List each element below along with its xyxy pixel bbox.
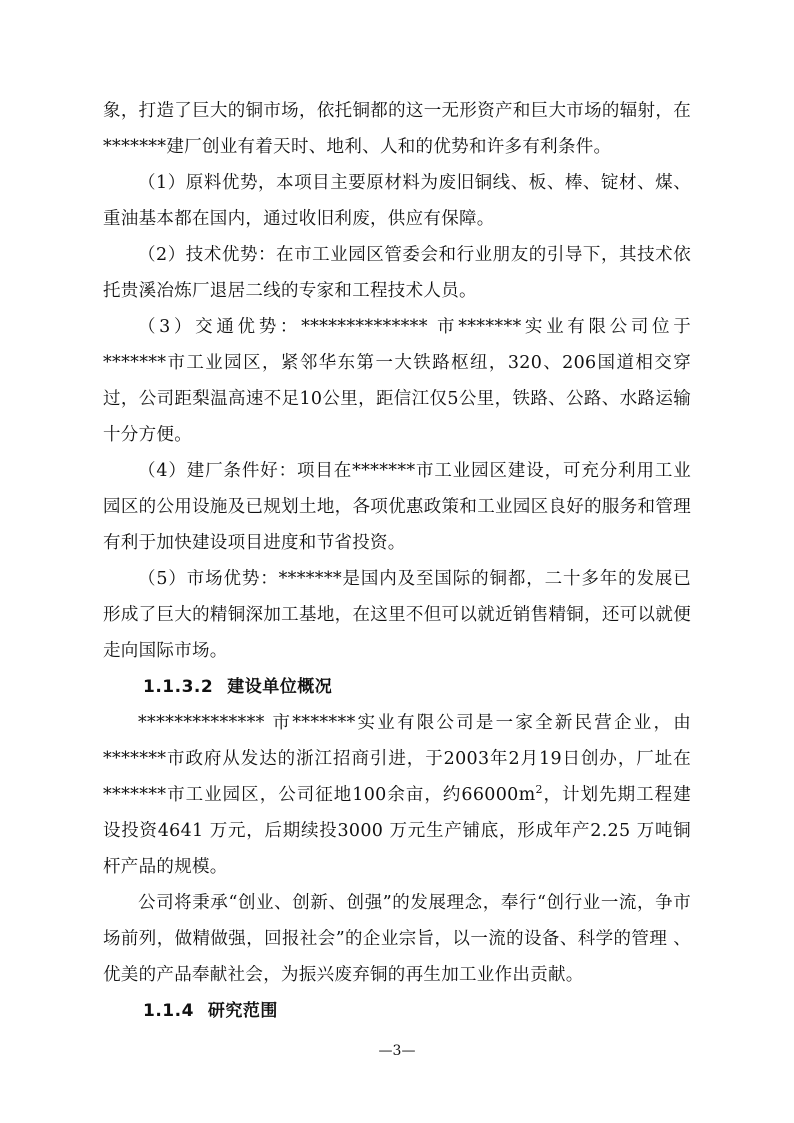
section-title: 研究范围 (207, 1001, 278, 1021)
paragraph-market-advantage: （5）市场优势：*******是国内及至国际的铜都，二十多年的发展已形成了巨大的精铜深加工基地，在这里不但可以就近销售精铜，还可以就便走向国际市场。 (103, 569, 691, 661)
section-heading-114 (103, 993, 691, 1029)
paragraph-raw-material-advantage: （1）原料优势，本项目主要原材料为废旧铜线、板、棒、锭材、煤、重油基本都在国内，通过收旧利废，供应有保障。 (103, 173, 691, 229)
paragraph-continuation: 象，打造了巨大的铜市场，依托铜都的这一无形资产和巨大市场的辐射，在*******建厂创业有着天时、地利、人和的优势和许多有利条件。 (103, 101, 691, 157)
paragraph-construction-conditions: （4）建厂条件好：项目在*******市工业园区建设，可充分利用工业园区的公用设施及已规划土地，各项优惠政策和工业园区良好的服务和管理有利于加快建设项目进度和节省投资。 (103, 461, 691, 553)
section-heading-1132 (103, 669, 691, 705)
section-number: 1.1.3.2 (143, 677, 214, 697)
company-overview-text-cont: ，计划先期工程建设投资4641 万元，后期续投3000 万元生产铺底，形成年产2.25 万吨铜杆产品的规模。 (103, 785, 691, 877)
section-title: 建设单位概况 (227, 677, 333, 697)
page-content (103, 93, 691, 1029)
section-number: 1.1.4 (143, 1001, 194, 1021)
paragraph-company-philosophy: 公司将秉承“创业、创新、创强”的发展理念，奉行“创行业一流，争市场前列，做精做强，回报社会”的企业宗旨，以一流的设备、科学的管理 、优美的产品奉献社会，为振兴废弃铜的再生加工业作出贡献。 (103, 893, 691, 985)
company-overview-text: ************** 市*******实业有限公司是一家全新民营企业，由*******市政府从发达的浙江招商引进，于2003年2月19日创办，厂址在*******市工业园区，公司征地100余亩，约66000m (103, 713, 691, 805)
paragraph-company-overview (103, 705, 691, 885)
page-number: —3— (378, 1043, 416, 1059)
paragraph-transport-advantage: （3）交通优势：************** 市*******实业有限公司位于*******市工业园区，紧邻华东第一大铁路枢纽，320、206国道相交穿过，公司距梨温高速不足10公里，距信江仅5公里，铁路、公路、水路运输十分方便。 (103, 317, 691, 445)
area-unit-superscript: 2 (535, 783, 543, 797)
paragraph-technical-advantage: （2）技术优势：在市工业园区管委会和行业朋友的引导下，其技术依托贵溪冶炼厂退居二线的专家和工程技术人员。 (103, 245, 691, 301)
